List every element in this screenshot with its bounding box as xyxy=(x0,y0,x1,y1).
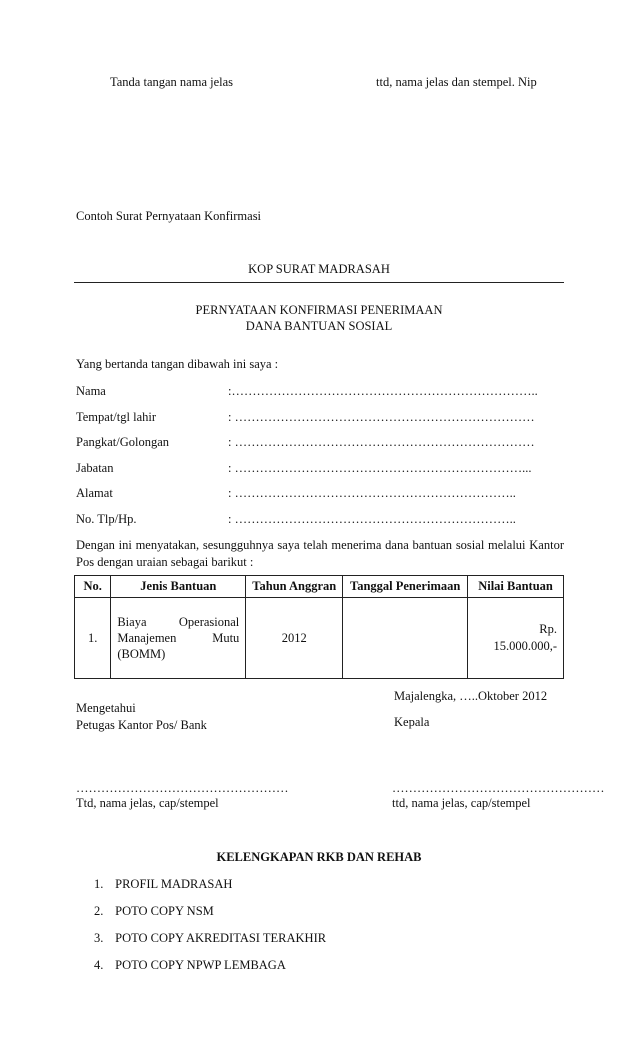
table-row xyxy=(75,598,564,679)
field-value-alamat: : ………………………………………………………….. xyxy=(228,486,516,500)
header-no: No. xyxy=(75,576,111,598)
field-value-nama: :……………………………………………………………….. xyxy=(228,384,538,398)
left-signer-line1: Mengetahui xyxy=(76,701,136,715)
list-item-text: POTO COPY AKREDITASI TERAKHIR xyxy=(115,931,327,945)
field-label-alamat: Alamat xyxy=(76,486,113,500)
grant-table xyxy=(74,575,564,679)
cell-no: 1. xyxy=(75,598,111,679)
letterhead: KOP SURAT MADRASAH xyxy=(248,262,390,276)
field-label-tempat-tgl-lahir: Tempat/tgl lahir xyxy=(76,410,157,424)
cell-nilai-bantuan: Rp. 15.000.000,- xyxy=(468,598,564,679)
field-value-pangkat-golongan: : ……………………………………………………………… xyxy=(228,435,535,449)
list-item-number: 2. xyxy=(94,904,104,918)
example-title: Contoh Surat Pernyataan Konfirmasi xyxy=(76,209,262,223)
left-signer-line2: Petugas Kantor Pos/ Bank xyxy=(76,717,207,732)
list-item-text: PROFIL MADRASAH xyxy=(115,877,233,891)
list-item xyxy=(94,930,326,947)
field-value-no-tlp: : ………………………………………………………….. xyxy=(228,512,516,526)
header-nilai-bantuan: Nilai Bantuan xyxy=(468,576,564,598)
field-value-tempat-tgl-lahir: : ……………………………………………………………… xyxy=(228,410,535,424)
table-header-row xyxy=(75,576,564,598)
cell-tahun-anggran: 2012 xyxy=(246,598,343,679)
list-item-number: 4. xyxy=(94,958,104,972)
right-signer-role: Kepala xyxy=(394,715,430,729)
field-label-nama: Nama xyxy=(76,384,106,398)
cell-jenis-bantuan-text: Biaya Operasional Manajemen Mutu (BOMM) xyxy=(117,614,240,662)
requirements-title: KELENGKAPAN RKB DAN REHAB xyxy=(216,850,422,864)
field-label-pangkat-golongan: Pangkat/Golongan xyxy=(76,435,170,449)
field-label-jabatan: Jabatan xyxy=(76,461,114,475)
place-date: Majalengka, …..Oktober 2012 xyxy=(394,689,548,703)
list-item xyxy=(94,876,232,893)
signature-header-right: ttd, nama jelas dan stempel. Nip xyxy=(376,75,537,89)
list-item-number: 3. xyxy=(94,931,104,945)
statement-paragraph: Dengan ini menyatakan, sesungguhnya saya telah menerima dana bantuan sosial melalui Kantor Pos dengan uraian sebagai barikut : xyxy=(76,538,564,569)
left-signer-block xyxy=(76,700,207,734)
list-item-text: POTO COPY NPWP LEMBAGA xyxy=(115,958,286,972)
signature-header-left: Tanda tangan nama jelas xyxy=(110,75,234,89)
document-title-line2: DANA BANTUAN SOSIAL xyxy=(245,319,393,334)
document-title-line1: PERNYATAAN KONFIRMASI PENERIMAAN xyxy=(195,303,443,317)
field-value-jabatan: : ……………………………………………………………... xyxy=(228,461,532,475)
document-title xyxy=(0,302,638,335)
list-item xyxy=(94,903,214,920)
letterhead-divider xyxy=(74,282,564,283)
cell-jenis-bantuan xyxy=(111,598,246,679)
header-jenis-bantuan: Jenis Bantuan xyxy=(111,576,246,598)
field-label-no-tlp: No. Tlp/Hp. xyxy=(76,512,137,526)
list-item xyxy=(94,957,286,974)
left-signature-line: …………………………………………… xyxy=(76,781,289,795)
list-item-number: 1. xyxy=(94,877,104,891)
header-tanggal-penerimaan: Tanggal Penerimaan xyxy=(343,576,468,598)
right-signature-line: …………………………………………… xyxy=(392,781,605,795)
list-item-text: POTO COPY NSM xyxy=(115,904,214,918)
intro-text: Yang bertanda tangan dibawah ini saya : xyxy=(76,357,279,371)
cell-tanggal-penerimaan xyxy=(343,598,468,679)
left-signature-caption: Ttd, nama jelas, cap/stempel xyxy=(76,796,219,810)
right-signature-caption: ttd, nama jelas, cap/stempel xyxy=(392,796,531,810)
header-tahun-anggran: Tahun Anggran xyxy=(246,576,343,598)
